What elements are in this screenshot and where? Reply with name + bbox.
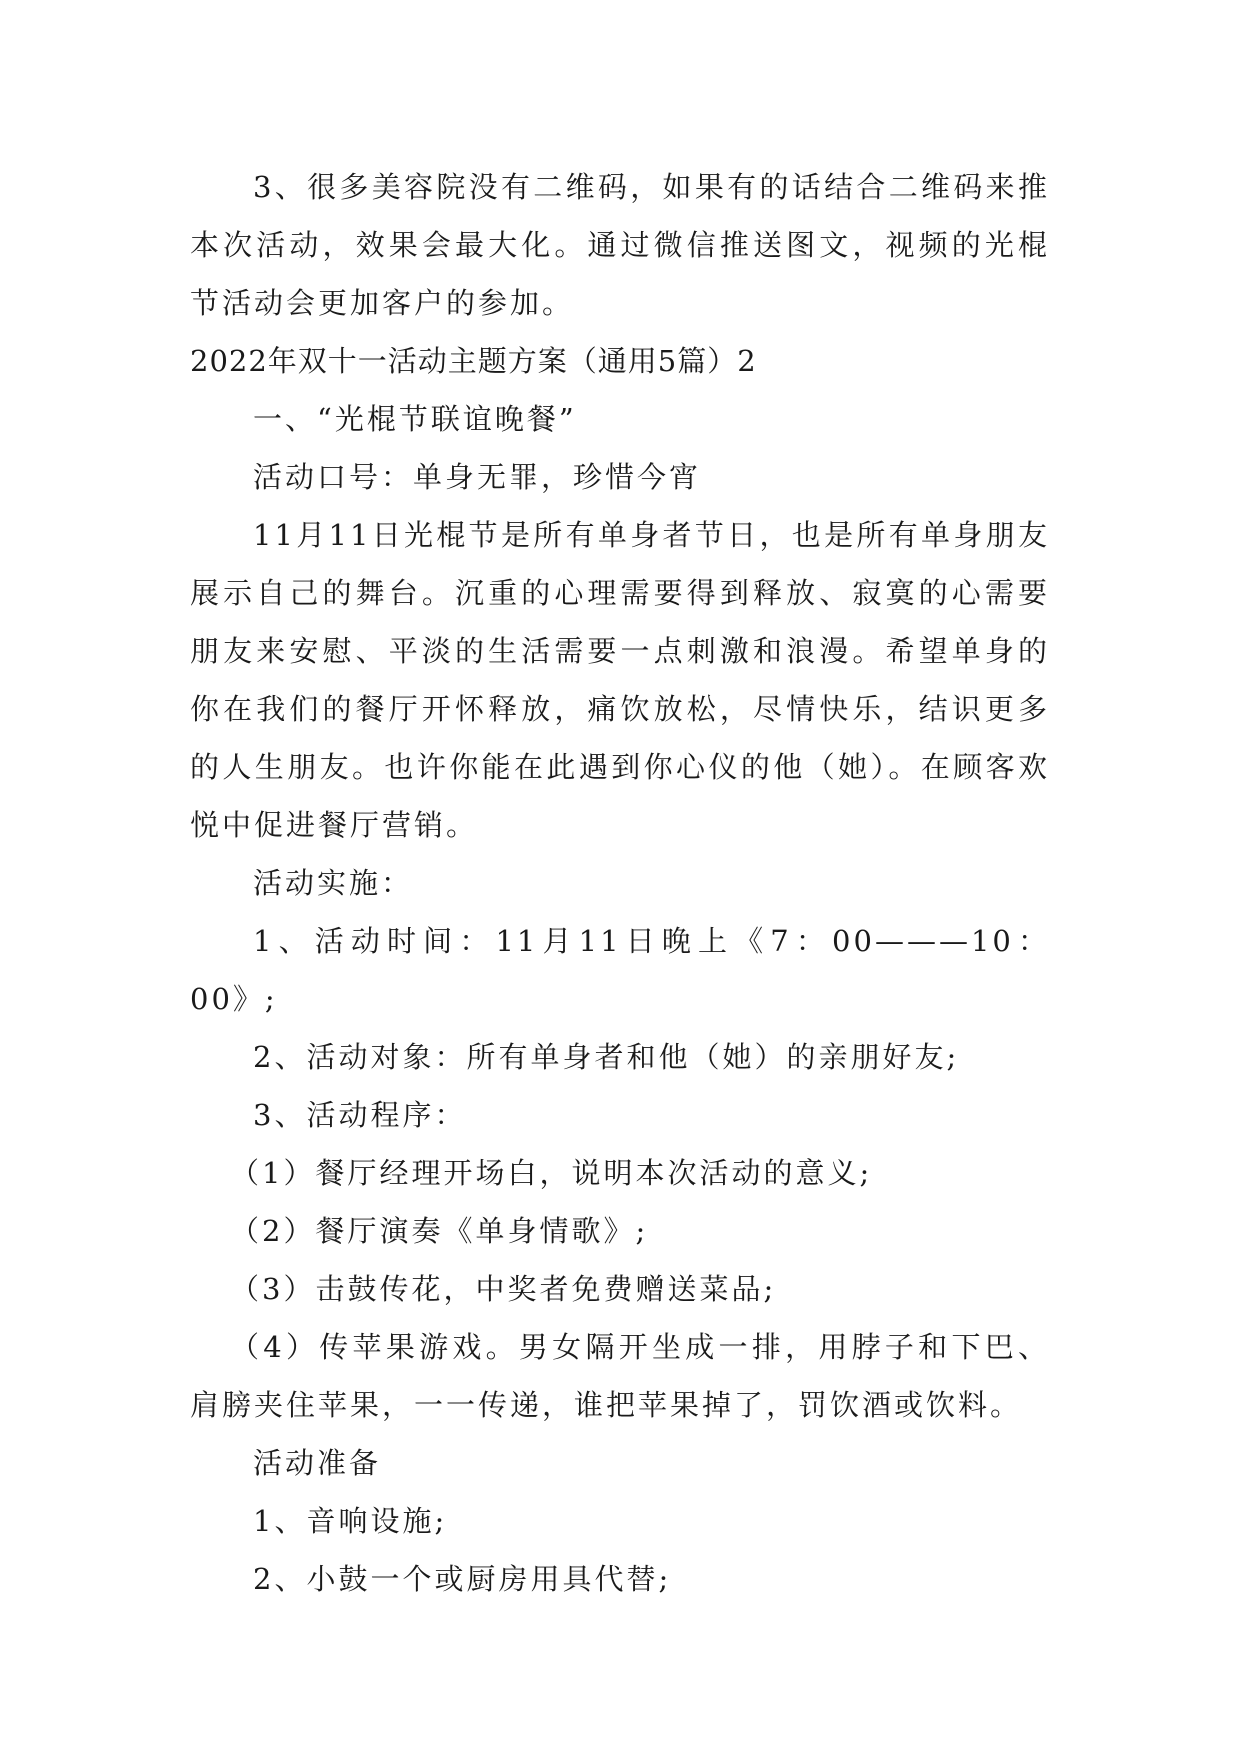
section-title: 2022年双十一活动主题方案（通用5篇）2 xyxy=(190,344,757,378)
program-step-4: （4）传苹果游戏。男女隔开坐成一排，用脖子和下巴、肩膀夹住苹果，一一传递，谁把苹果掉了，罚饮酒或饮料。 xyxy=(190,1330,1050,1422)
activity-implementation-heading: 活动实施： xyxy=(253,866,414,900)
paragraph-qr-code-tip: 3、很多美容院没有二维码，如果有的话结合二维码来推本次活动，效果会最大化。通过微信推送图文，视频的光棍节活动会更加客户的参加。 xyxy=(190,170,1050,320)
preparation-item-2: 2、小鼓一个或厨房用具代替; xyxy=(253,1562,672,1596)
program-step-2: （2）餐厅演奏《单身情歌》; xyxy=(230,1214,649,1248)
paragraph-intro: 11月11日光棍节是所有单身者节日，也是所有单身朋友展示自己的舞台。沉重的心理需要得到释放、寂寞的心需要朋友来安慰、平淡的生活需要一点刺激和浪漫。希望单身的你在我们的餐厅开怀释放，痛饮放松，尽情快乐，结识更多的人生朋友。也许你能在此遇到你心仪的他（她）。在顾客欢悦中促进餐厅营销。 xyxy=(190,518,1050,842)
list-item-activity-audience: 2、活动对象：所有单身者和他（她）的亲朋好友; xyxy=(253,1040,960,1074)
preparation-item-1: 1、音响设施; xyxy=(253,1504,448,1538)
activity-slogan: 活动口号：单身无罪，珍惜今宵 xyxy=(253,460,702,494)
program-step-3: （3）击鼓传花，中奖者免费赠送菜品; xyxy=(230,1272,777,1306)
subsection-title: 一、“光棍节联谊晚餐” xyxy=(253,402,577,436)
program-step-1: （1）餐厅经理开场白，说明本次活动的意义; xyxy=(230,1156,873,1190)
list-item-activity-time: 1、活动时间：11月11日晚上《7：00———10：00》; xyxy=(190,924,1050,1016)
activity-preparation-heading: 活动准备 xyxy=(253,1446,382,1480)
list-item-activity-program: 3、活动程序： xyxy=(253,1098,467,1132)
document-body xyxy=(190,158,1050,1608)
